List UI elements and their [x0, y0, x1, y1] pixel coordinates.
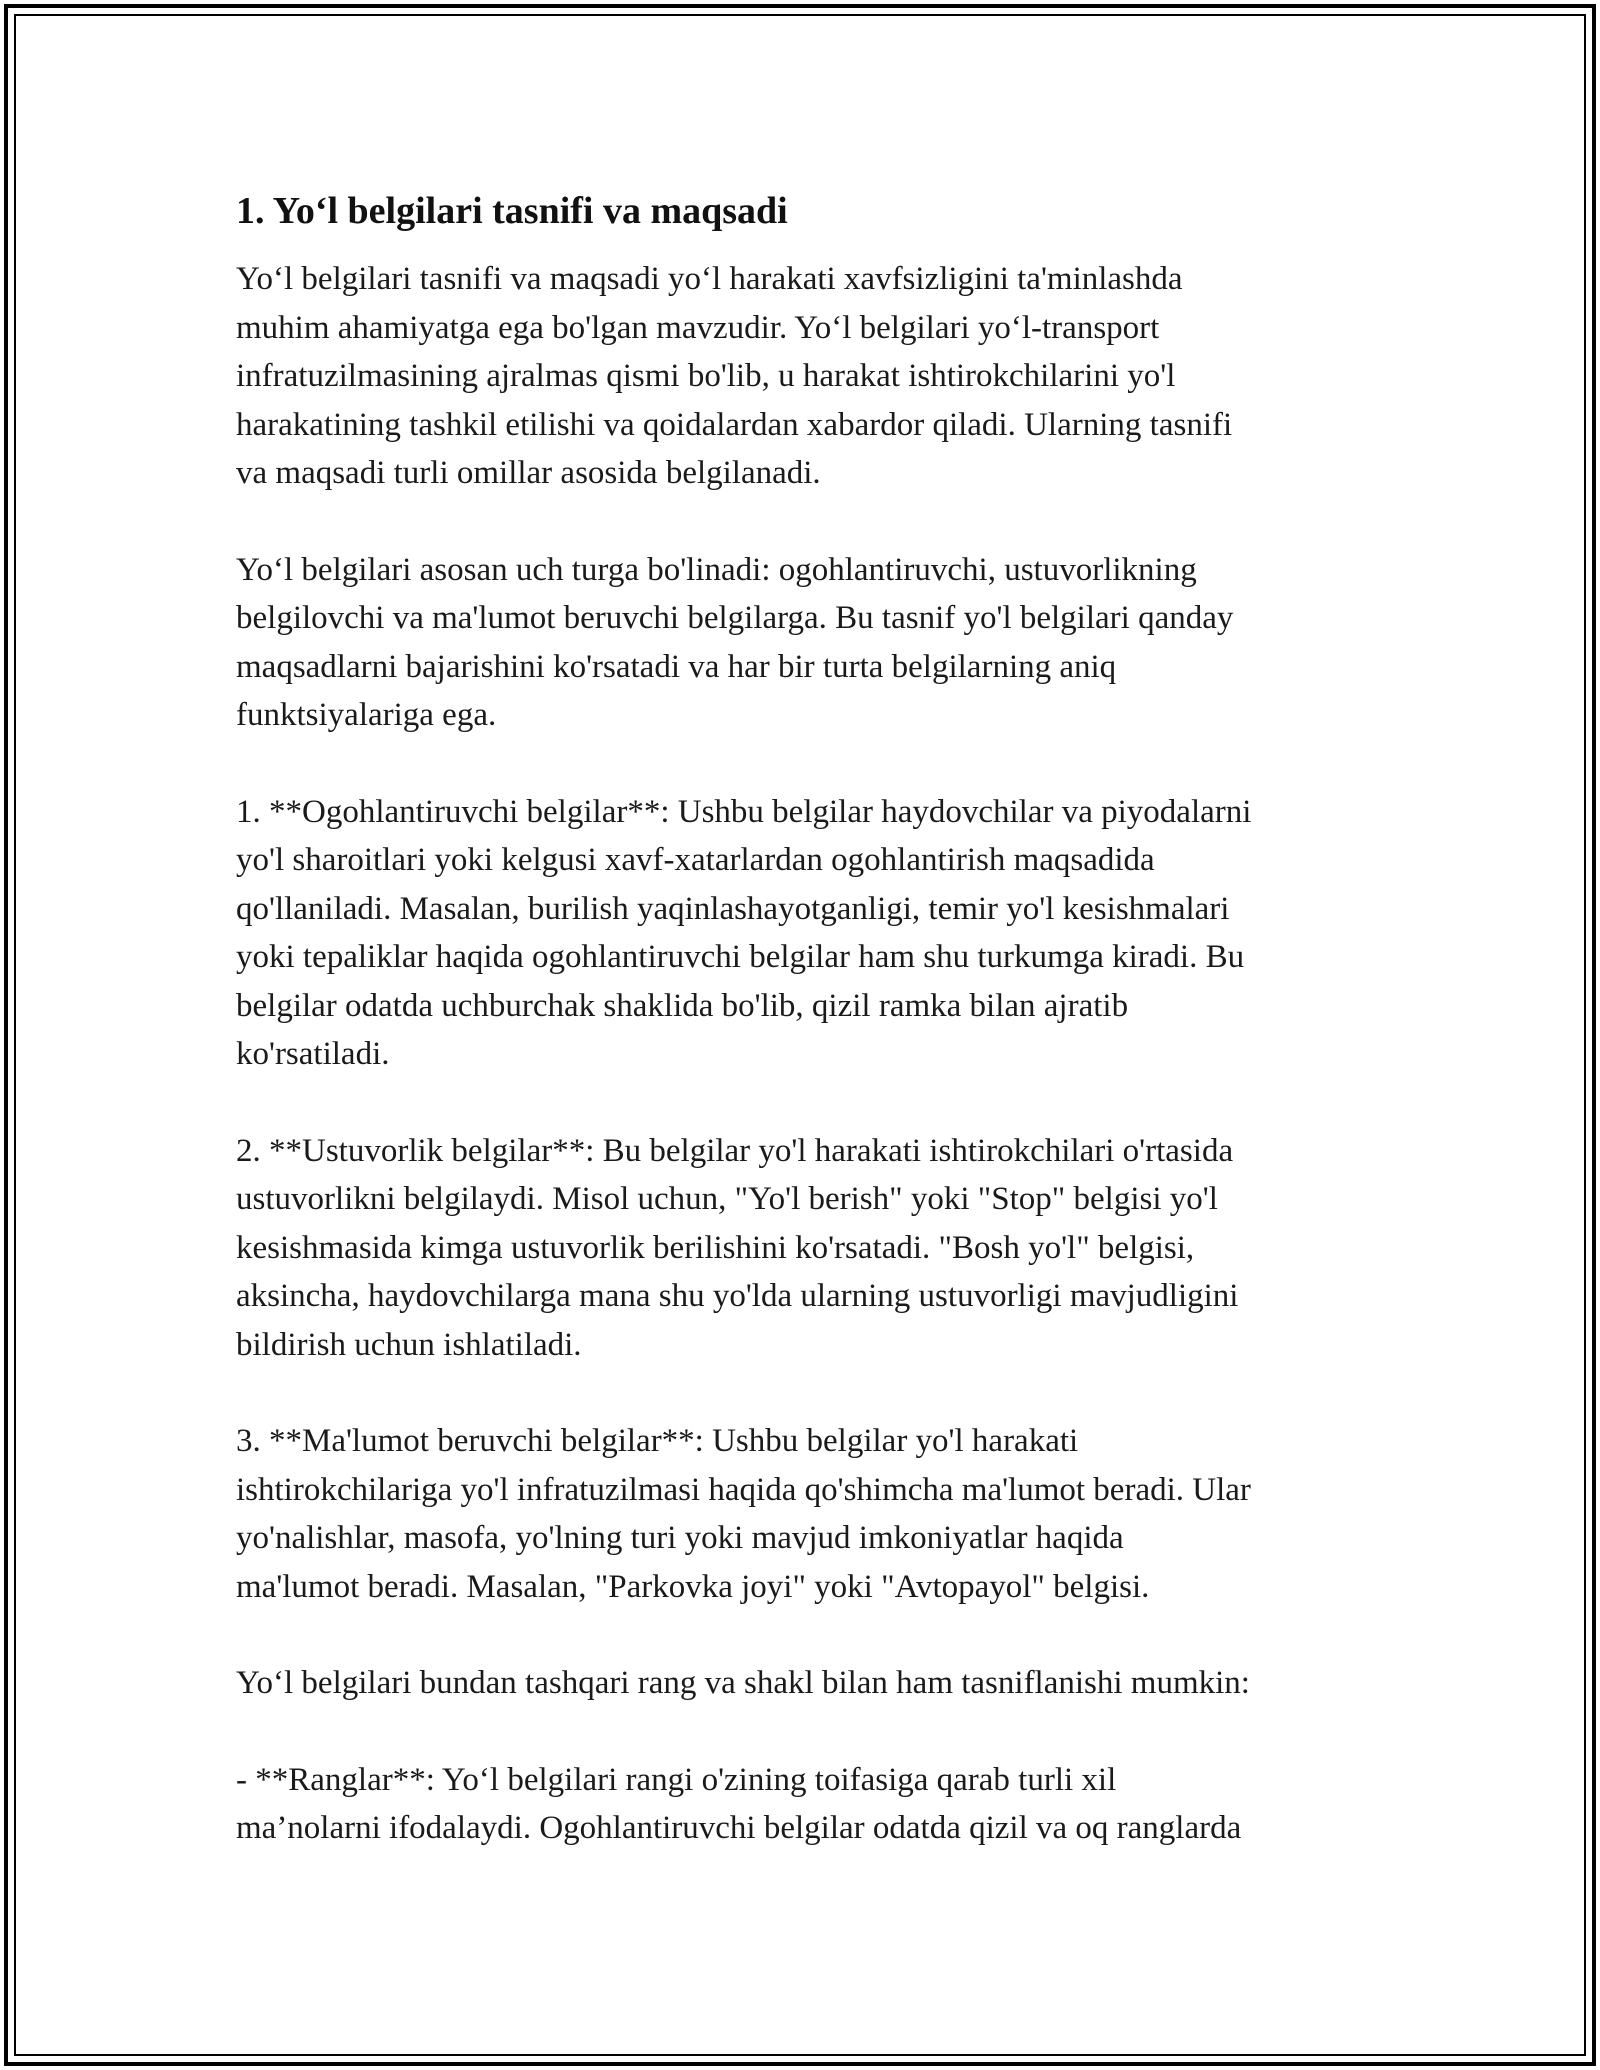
- paragraph-warning-signs: 1. **Ogohlantiruvchi belgilar**: Ushbu belgilar haydovchilar va piyodalarni yo'l sharoitlari yoki kelgusi xavf-xatarlardan ogohlantirish maqsadida qo'llaniladi. Masalan, burilish yaqinlashayotganligi, temir yo'l kesishmalari yoki tepaliklar haqida ogohlantiruvchi belgilar ham shu turkumga kiradi. Bu belgilar odatda uchburchak shaklida bo'lib, qizil ramka bilan ajratib ko'rsatiladi.: [236, 793, 1252, 1072]
- paragraph-priority-signs: 2. **Ustuvorlik belgilar**: Bu belgilar yo'l harakati ishtirokchilari o'rtasida ustuvorlikni belgilaydi. Misol uchun, "Yo'l berish" yoki "Stop" belgisi yo'l kesishmasida kimga ustuvorlik berilishini ko'rsatadi. "Bosh yo'l" belgisi, aksincha, haydovchilarga mana shu yo'lda ularning ustuvorligi mavjudligini bildirish uchun ishlatiladi.: [236, 1132, 1239, 1363]
- paragraph-colors: - **Ranglar**: Yo‘l belgilari rangi o'zining toifasiga qarab turli xil ma’nolarni ifodalaydi. Ogohlantiruvchi belgilar odatda qizil va oq ranglarda: [236, 1761, 1242, 1846]
- section-heading: 1. Yo‘l belgilari tasnifi va maqsadi: [236, 190, 788, 232]
- paragraph-intro: Yo‘l belgilari tasnifi va maqsadi yo‘l harakati xavfsizligini ta'minlashda muhim ahamiyatga ega bo'lgan mavzudir. Yo‘l belgilari yo‘l-transport infratuzilmasining ajralmas qismi bo'lib, u harakat ishtirokchilarini yo'l harakatining tashkil etilishi va qoidalardan xabardor qiladi. Ularning tasnifi va maqsadi turli omillar asosida belgilanadi.: [236, 261, 1233, 491]
- document-body: [236, 185, 1376, 1901]
- paragraph-types-overview: Yo‘l belgilari asosan uch turga bo'linadi: ogohlantiruvchi, ustuvorlikning belgilovchi va ma'lumot beruvchi belgilarga. Bu tasnif yo'l belgilari qanday maqsadlarni bajarishini ko'rsatadi va har bir turta belgilarning aniq funktsiyalariga ega.: [236, 551, 1234, 733]
- paragraph-information-signs: 3. **Ma'lumot beruvchi belgilar**: Ushbu belgilar yo'l harakati ishtirokchilariga yo'l infratuzilmasi haqida qo'shimcha ma'lumot beradi. Ular yo'nalishlar, masofa, yo'lning turi yoki mavjud imkoniyatlar haqida ma'lumot beradi. Masalan, "Parkovka joyi" yoki "Avtopayol" belgisi.: [236, 1423, 1251, 1605]
- paragraph-color-shape-intro: Yo‘l belgilari bundan tashqari rang va shakl bilan ham tasniflanishi mumkin:: [236, 1665, 1250, 1701]
